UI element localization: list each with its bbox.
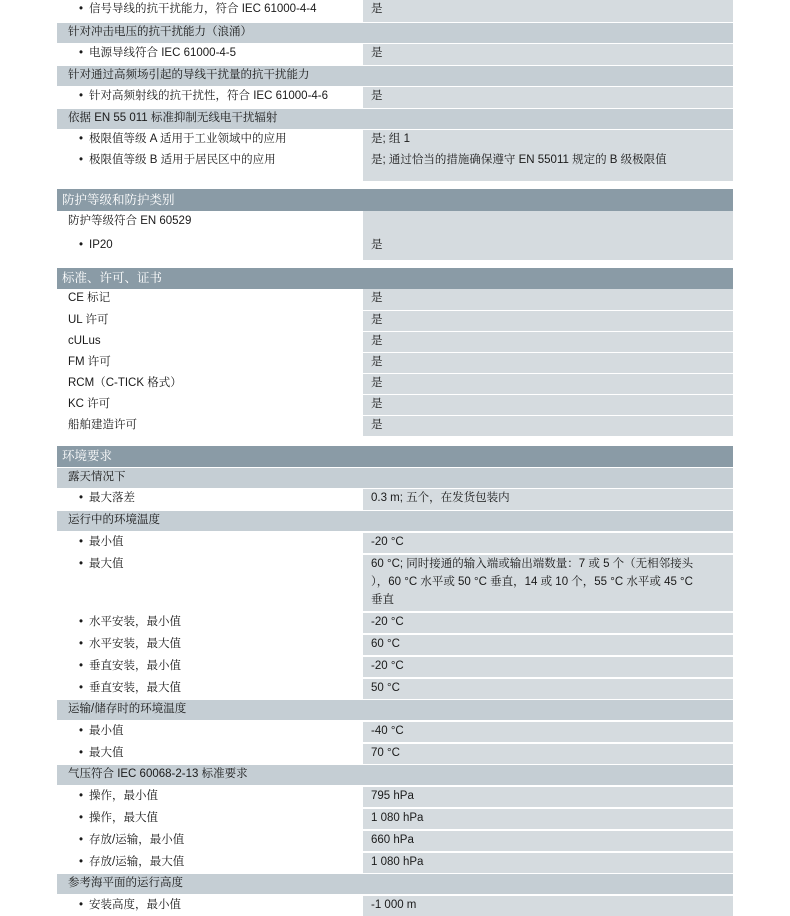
spec-label: • 最大值 (57, 555, 363, 611)
spec-label: • 极限值等级 B 适用于居民区中的应用 (57, 151, 363, 181)
spec-label: • 水平安装，最小值 (57, 613, 363, 633)
section-heading-approvals: 标准、许可、证书 (57, 268, 733, 289)
subheading-surge: 针对冲击电压的抗干扰能力（浪涌） (57, 22, 733, 43)
spec-label: 船舶建造许可 (57, 416, 363, 436)
spec-label: • 针对高频射线的抗干扰性，符合 IEC 61000-4-6 (57, 87, 363, 108)
spec-label: • IP20 (57, 233, 363, 260)
spec-row-v-max (57, 677, 733, 699)
spec-value: 1 080 hPa (363, 809, 733, 829)
spec-label: • 垂直安装，最小值 (57, 657, 363, 677)
spec-label: • 存放/运输，最大值 (57, 853, 363, 873)
spec-value: 是 (363, 87, 733, 108)
spec-value: -20 °C (363, 657, 733, 677)
spec-row-fm (57, 352, 733, 373)
spec-row-ship (57, 415, 733, 436)
spec-value: -40 °C (363, 722, 733, 742)
spec-row-p-st-max (57, 851, 733, 873)
spec-label: • 最大落差 (57, 489, 363, 510)
spec-row-protection-standard (57, 211, 733, 233)
spec-row-kc (57, 394, 733, 415)
spec-row-h-max (57, 633, 733, 655)
spec-row-h-min (57, 611, 733, 633)
spec-value: 是 (363, 233, 733, 260)
spec-label: RCM（C-TICK 格式） (57, 374, 363, 394)
spec-row-burst (57, 0, 733, 22)
spec-row-class-b (57, 151, 733, 181)
spec-value: 795 hPa (363, 787, 733, 807)
spec-row-st-min (57, 720, 733, 742)
spec-label: • 操作，最大值 (57, 809, 363, 829)
spec-label: • 信号导线的抗干扰能力，符合 IEC 61000-4-4 (57, 0, 363, 22)
datasheet-table (57, 0, 733, 916)
spec-value: 是; 组 1 (363, 130, 733, 151)
spec-row-p-op-min (57, 785, 733, 807)
spec-row-v-min (57, 655, 733, 677)
spec-label: • 最小值 (57, 533, 363, 553)
spec-value: 是 (363, 44, 733, 65)
subheading-operating-temp: 运行中的环境温度 (57, 510, 733, 531)
spec-value: 50 °C (363, 679, 733, 699)
spec-value: 是 (363, 332, 733, 352)
spec-value: -20 °C (363, 533, 733, 553)
spec-value: 1 080 hPa (363, 853, 733, 873)
spec-row-freefall (57, 488, 733, 510)
section-heading-protection: 防护等级和防护类别 (57, 189, 733, 211)
subheading-hf: 针对通过高频场引起的导线干扰量的抗干扰能力 (57, 65, 733, 86)
spec-row-op-min (57, 531, 733, 553)
spec-value: 是 (363, 289, 733, 310)
spec-value: 是 (363, 0, 733, 22)
spec-value: 是 (363, 353, 733, 373)
spec-value: 是; 通过恰当的措施确保遵守 EN 55011 规定的 B 级极限值 (363, 151, 733, 181)
spec-row-rcm (57, 373, 733, 394)
spec-label: 防护等级符合 EN 60529 (57, 211, 363, 233)
spec-value: -20 °C (363, 613, 733, 633)
spec-row-class-a (57, 129, 733, 151)
subheading-air-pressure: 气压符合 IEC 60068-2-13 标准要求 (57, 764, 733, 785)
spec-row-ul (57, 310, 733, 331)
spec-label: • 存放/运输，最小值 (57, 831, 363, 851)
spec-value: 是 (363, 395, 733, 415)
spec-label: • 最小值 (57, 722, 363, 742)
spec-label: • 最大值 (57, 744, 363, 764)
spec-label: • 垂直安装，最大值 (57, 679, 363, 699)
spec-row-op-max (57, 553, 733, 611)
spec-row-st-max (57, 742, 733, 764)
subheading-storage-temp: 运输/储存时的环境温度 (57, 699, 733, 720)
spec-label: • 安装高度，最小值 (57, 896, 363, 916)
spec-row-surge (57, 43, 733, 65)
section-heading-environment: 环境要求 (57, 446, 733, 467)
spec-label: • 操作，最小值 (57, 787, 363, 807)
spec-row-ce (57, 289, 733, 310)
spec-value: -1 000 m (363, 896, 733, 916)
spec-value: 60 °C (363, 635, 733, 655)
spec-value: 是 (363, 311, 733, 331)
spec-label: UL 许可 (57, 311, 363, 331)
spec-value: 660 hPa (363, 831, 733, 851)
subheading-emission: 依据 EN 55 011 标准抑制无线电干扰辐射 (57, 108, 733, 129)
spec-row-p-st-min (57, 829, 733, 851)
spec-row-culus (57, 331, 733, 352)
spec-label: • 水平安装，最大值 (57, 635, 363, 655)
subheading-altitude: 参考海平面的运行高度 (57, 873, 733, 894)
spec-label: • 电源导线符合 IEC 61000-4-5 (57, 44, 363, 65)
spec-label: CE 标记 (57, 289, 363, 310)
spec-row-hf (57, 86, 733, 108)
spec-label: cULus (57, 332, 363, 352)
spec-value: 是 (363, 416, 733, 436)
spec-row-alt-min (57, 894, 733, 916)
spec-label: KC 许可 (57, 395, 363, 415)
spec-value: 60 °C; 同时接通的输入端或输出端数量：7 或 5 个（无相邻接头 ），60 °C 水平或 50 °C 垂直，14 或 10 个，55 °C 水平或 45 °C 垂直 (363, 555, 733, 611)
spec-row-ip20 (57, 233, 733, 260)
spec-value: 0.3 m; 五个，在发货包装内 (363, 489, 733, 510)
spec-value: 是 (363, 374, 733, 394)
spec-row-p-op-max (57, 807, 733, 829)
spec-value: 70 °C (363, 744, 733, 764)
subheading-freefall: 露天情况下 (57, 467, 733, 488)
spec-label: FM 许可 (57, 353, 363, 373)
spec-label: • 极限值等级 A 适用于工业领域中的应用 (57, 130, 363, 151)
spec-value (363, 211, 733, 233)
